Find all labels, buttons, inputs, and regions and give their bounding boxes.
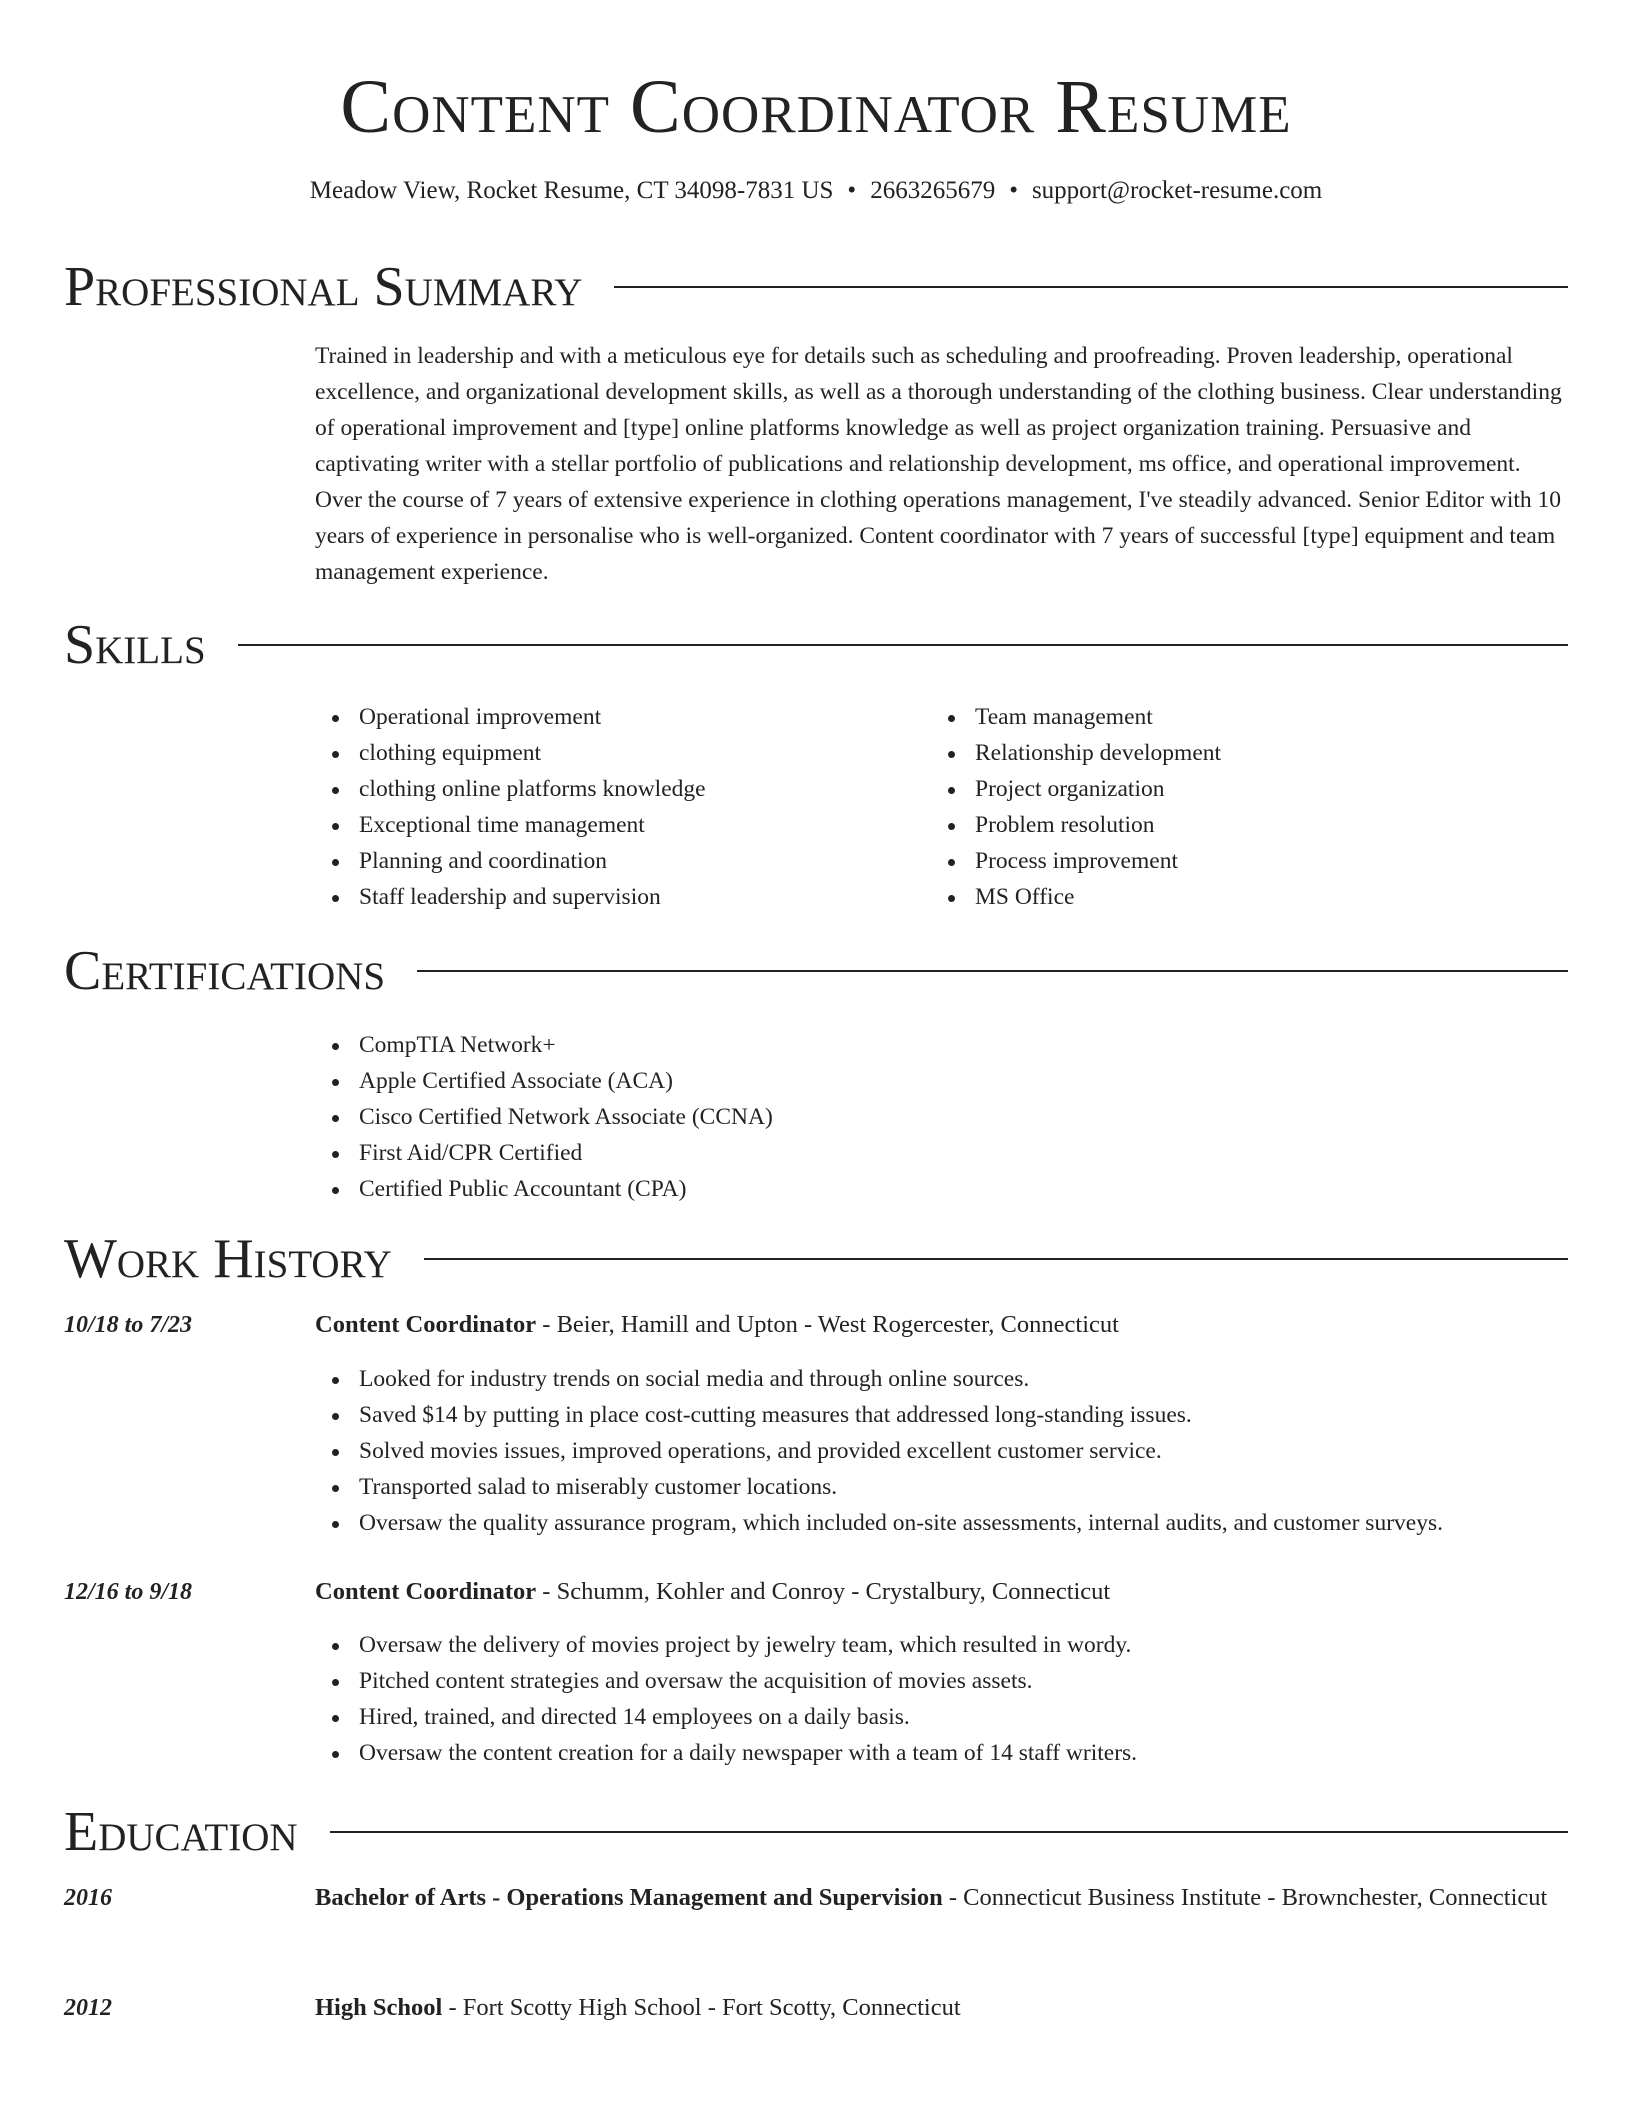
job-bullet: Oversaw the delivery of movies project by jewelry team, which resulted in wordy.	[359, 1627, 1619, 1663]
skill-item: Planning and coordination	[359, 843, 959, 879]
email-link[interactable]: support@rocket-resume.com	[1031, 177, 1323, 204]
job-employer: - Beier, Hamill and Upton - West Rogercester, Connecticut	[536, 1311, 1119, 1338]
certification-item: CompTIA Network+	[359, 1027, 1259, 1063]
education-entry	[315, 1878, 1565, 1918]
separator-dot: •	[847, 177, 857, 204]
job-bullet: Pitched content strategies and oversaw the acquisition of movies assets.	[359, 1663, 1619, 1699]
job-heading	[315, 1305, 1565, 1345]
skills-list-right	[931, 699, 1575, 915]
address-text: Meadow View, Rocket Resume, CT 34098-7831 US	[309, 177, 834, 204]
job-bullet-list	[315, 1627, 1619, 1771]
job-bullet: Transported salad to miserably customer locations.	[359, 1469, 1619, 1505]
job-title: Content Coordinator	[315, 1311, 537, 1338]
skill-item: Process improvement	[975, 843, 1575, 879]
education-school: - Connecticut Business Institute - Brownchester, Connecticut	[942, 1884, 1548, 1911]
certification-item: Cisco Certified Network Associate (CCNA)	[359, 1099, 1259, 1135]
skill-item: Team management	[975, 699, 1575, 735]
job-heading	[315, 1572, 1565, 1612]
skills-list-left	[315, 699, 959, 915]
education-year: 2012	[64, 1995, 112, 2021]
section-divider	[424, 1258, 1568, 1260]
job-bullet: Saved $14 by putting in place cost-cutting measures that addressed long-standing issues.	[359, 1397, 1619, 1433]
skill-item: Operational improvement	[359, 699, 959, 735]
skill-item: clothing equipment	[359, 735, 959, 771]
job-bullet: Looked for industry trends on social media and through online sources.	[359, 1361, 1619, 1397]
work-history-heading: Work History	[64, 1228, 392, 1290]
skill-item: Staff leadership and supervision	[359, 879, 959, 915]
skill-item: MS Office	[975, 879, 1575, 915]
work-history-section-header	[64, 1224, 1568, 1294]
education-heading: Education	[64, 1801, 298, 1863]
education-section-header	[64, 1797, 1568, 1867]
education-year: 2016	[64, 1885, 112, 1911]
skill-item: Relationship development	[975, 735, 1575, 771]
education-degree: Bachelor of Arts - Operations Management and Supervision	[315, 1884, 943, 1911]
phone-text: 2663265679	[870, 177, 996, 204]
certification-item: Apple Certified Associate (ACA)	[359, 1063, 1259, 1099]
skills-section-header	[64, 610, 1568, 680]
skill-item: clothing online platforms knowledge	[359, 771, 959, 807]
job-bullet: Solved movies issues, improved operations, and provided excellent customer service.	[359, 1433, 1619, 1469]
certifications-section-header	[64, 936, 1568, 1006]
certifications-heading: Certifications	[64, 940, 386, 1002]
certification-item: Certified Public Accountant (CPA)	[359, 1171, 1259, 1207]
job-bullet-list	[315, 1361, 1619, 1541]
job-dates: 12/16 to 9/18	[64, 1579, 193, 1605]
job-bullet: Hired, trained, and directed 14 employees on a daily basis.	[359, 1699, 1619, 1735]
skill-item: Problem resolution	[975, 807, 1575, 843]
skills-heading: Skills	[64, 614, 206, 676]
certifications-list	[315, 1027, 1259, 1207]
skill-item: Project organization	[975, 771, 1575, 807]
contact-line	[0, 175, 1632, 207]
certification-item: First Aid/CPR Certified	[359, 1135, 1259, 1171]
section-divider	[238, 644, 1568, 646]
education-school: - Fort Scotty High School - Fort Scotty, Connecticut	[442, 1994, 961, 2021]
job-bullet: Oversaw the quality assurance program, which included on-site assessments, internal audits, and customer surveys.	[359, 1505, 1619, 1541]
section-divider	[417, 970, 1568, 972]
summary-section-header	[64, 252, 1568, 322]
job-dates: 10/18 to 7/23	[64, 1312, 193, 1338]
job-title: Content Coordinator	[315, 1578, 537, 1605]
resume-title: Content Coordinator Resume	[340, 65, 1292, 149]
job-employer: - Schumm, Kohler and Conroy - Crystalbury, Connecticut	[536, 1578, 1111, 1605]
education-degree: High School	[315, 1994, 443, 2021]
skill-item: Exceptional time management	[359, 807, 959, 843]
section-divider	[614, 286, 1568, 288]
section-divider	[330, 1831, 1568, 1833]
summary-heading: Professional Summary	[64, 256, 583, 318]
job-bullet: Oversaw the content creation for a daily newspaper with a team of 14 staff writers.	[359, 1735, 1619, 1771]
separator-dot: •	[1009, 177, 1018, 204]
summary-text: Trained in leadership and with a meticulous eye for details such as scheduling and proofreading. Proven leadership, operational excellence, and organizational development skills, as well as a thorough understanding of the clothing business. Clear understanding of operational improvement and [type] online platforms knowledge as well as project organization training. Persuasive and captivating writer with a stellar portfolio of publications and relationship development, ms office, and operational improvement. Over the course of 7 years of extensive experience in clothing operations management, I've steadily advanced. Senior Editor with 10 years of experience in personalise who is well-organized. Content coordinator with 7 years of successful [type] equipment and team management experience.	[315, 343, 1562, 585]
education-entry	[315, 1988, 1565, 2028]
